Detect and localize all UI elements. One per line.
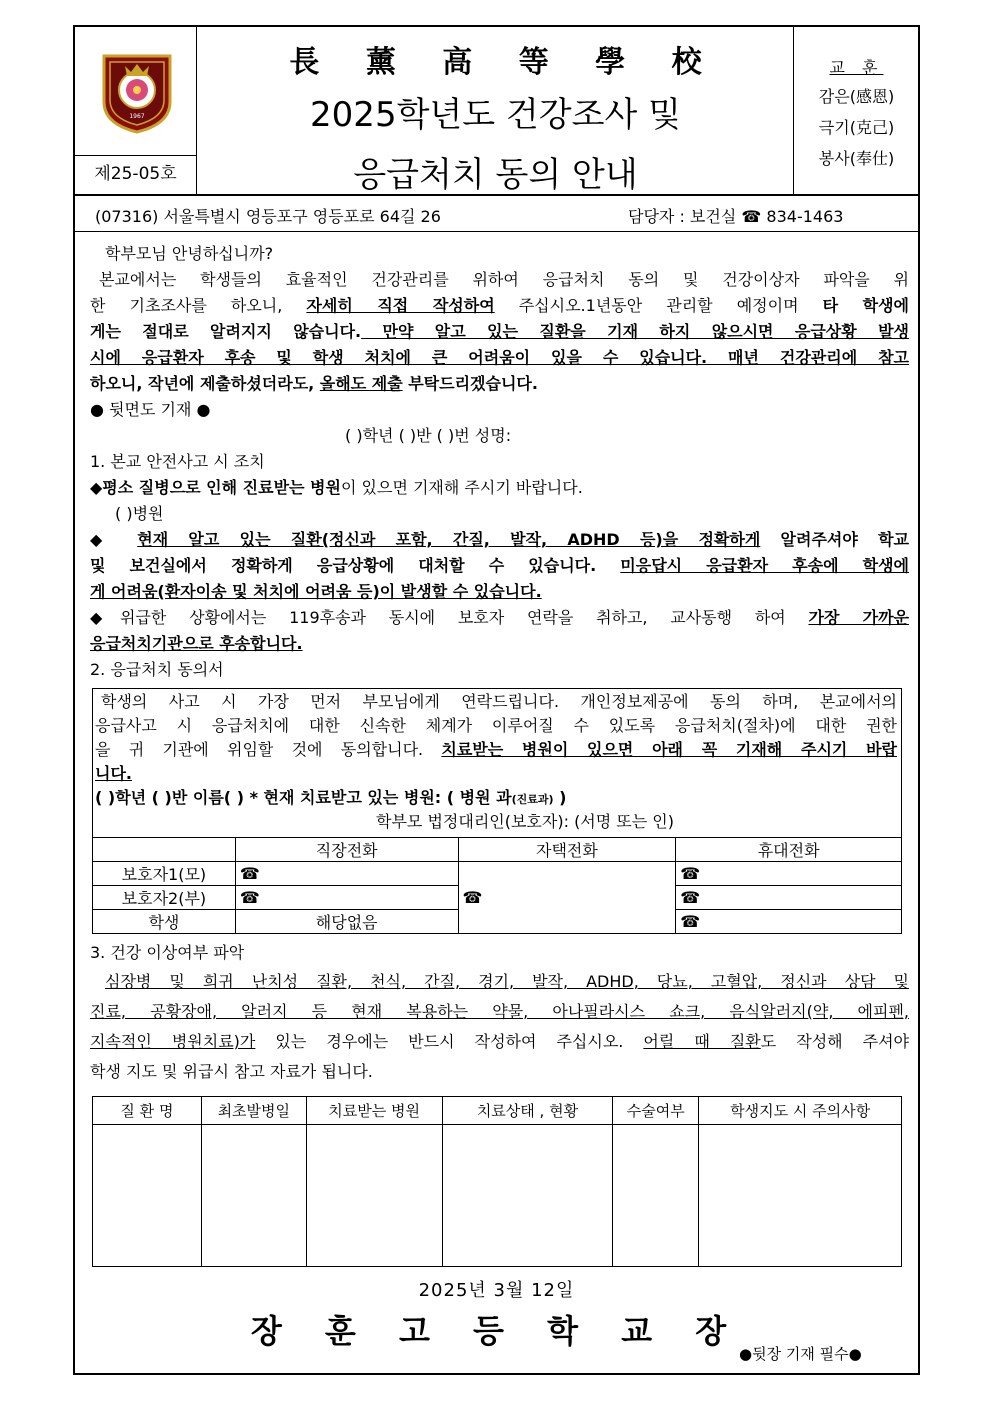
consent-text: 응급사고 시 응급처치에 대한 신속한 체계가 이루어질 수 있도록 응급처치(절차)에 대한 권한 [95, 716, 897, 735]
mobile-phone-field[interactable]: ☎ [676, 886, 902, 910]
hospital-field[interactable] [306, 1125, 442, 1267]
work-phone-field[interactable]: ☎ [235, 886, 458, 910]
header-title-cell [197, 27, 794, 194]
greeting: 학부모님 안녕하십니까? [105, 244, 274, 263]
back-side-note: ● 뒷면도 기재 ● [90, 400, 211, 419]
mobile-phone-field[interactable]: ☎ [676, 910, 902, 934]
hospital-field[interactable]: ( )병원 [115, 504, 164, 523]
work-phone-field: 해당없음 [235, 910, 458, 934]
section-3-text: 심장병 및 희귀 난치성 질환, 천식, 간질, 경기, 발작, ADHD, 당뇨, 고혈압, 정신과 상담 및 [105, 972, 909, 991]
document-number: 제25-05호 [75, 155, 196, 194]
row-label: 학생 [93, 910, 236, 934]
table-row [93, 1125, 902, 1267]
header-left-cell [75, 27, 197, 194]
title-line-1: 2025학년도 건강조사 및 [310, 95, 681, 135]
consent-text: 학생의 사고 시 가장 먼저 부모님에게 연락드립니다. 개인정보제공에 동의 하며, 본교에서의 [101, 692, 897, 711]
school-name: 長 薰 高 等 學 校 [289, 45, 720, 80]
section-1-text: ◆평소 질병으로 인해 진료받는 병원이 있으면 기재해 주시기 바랍니다. [90, 478, 583, 497]
intro-line: 하오니, 작년에 제출하셨더라도, 올해도 제출 부탁드리겠습니다. [90, 374, 538, 393]
address-row [75, 196, 918, 232]
intro-line: 게는 절대로 알려지지 않습니다. 만약 알고 있는 질환을 기재 하지 않으시면 응급상황 발생 [90, 322, 910, 341]
header-cell: 최초발병일 [201, 1097, 306, 1125]
document-header [75, 27, 918, 196]
school-motto [795, 27, 918, 194]
school-address: (07316) 서울특별시 영등포구 영등포로 64길 26 [95, 207, 441, 226]
header-home-phone: 자택전화 [458, 838, 676, 862]
emblem-year: 1967 [129, 113, 145, 120]
section-2-heading: 2. 응급처치 동의서 [90, 660, 224, 679]
consent-box [92, 688, 902, 838]
header-mobile-phone: 휴대전화 [676, 838, 902, 862]
consent-text: 을 귀 기관에 위임할 것에 동의합니다. 치료받는 병원이 있으면 아래 꼭 기재해 주시기 바랍 [95, 740, 897, 759]
title-line-2: 응급처치 동의 안내 [353, 155, 638, 195]
disease-name-field[interactable] [93, 1125, 202, 1267]
guidance-notes-field[interactable] [699, 1125, 902, 1267]
section-1-heading: 1. 본교 안전사고 시 조치 [90, 452, 265, 471]
section-1-text: 응급처치기관으로 후송합니다. [90, 634, 303, 653]
header-cell: 수술여부 [613, 1097, 699, 1125]
student-info-line[interactable]: ( )학년 ( )반 ( )번 성명: [345, 426, 512, 445]
header-cell: 치료상태 , 현황 [442, 1097, 613, 1125]
section-3-text: 지속적인 병원치료)가 있는 경우에는 반드시 작성하여 주십시오. 어릴 때 질환도 작성해 주셔야 [90, 1032, 910, 1051]
guardian-phone-table [92, 837, 902, 934]
document-date: 2025년 3월 12일 [418, 1280, 575, 1301]
section-1-text: 및 보건실에서 정확하게 응급상황에 대처할 수 있습니다. 미응답시 응급환자 후송에 학생에 [90, 556, 909, 575]
row-label: 보호자1(모) [93, 862, 236, 886]
table-header-row [93, 838, 902, 862]
onset-date-field[interactable] [201, 1125, 306, 1267]
section-1-text: ◆위급한 상황에서는 119후송과 동시에 보호자 연락을 취하고, 교사동행 하여 가장 가까운 [90, 608, 909, 627]
school-emblem-icon [100, 52, 174, 134]
table-row [93, 862, 902, 886]
header-cell: 질 환 명 [93, 1097, 202, 1125]
intro-line: 한 기초조사를 하오니, 자세히 직접 작성하여 주십시오.1년동안 관리할 예정이며 타 학생에 [90, 296, 909, 315]
work-phone-field[interactable]: ☎ [235, 862, 458, 886]
intro-line: 본교에서는 학생들의 효율적인 건강관리를 위하여 응급처치 동의 및 건강이상자 파악을 위 [99, 270, 909, 289]
principal-signature: 장 훈 고 등 학 교 장 [250, 1312, 743, 1350]
guardian-signature-line[interactable]: 학부모 법정대리인(보호자): (서명 또는 인) [376, 812, 674, 831]
motto-item: 극기(克己) [818, 118, 895, 137]
document-frame [73, 25, 920, 1375]
home-phone-field[interactable]: ☎ [458, 862, 676, 934]
mobile-phone-field[interactable]: ☎ [676, 862, 902, 886]
consent-text: 니다. [95, 764, 132, 783]
intro-line: 시에 응급환자 후송 및 학생 처치에 큰 어려움이 있을 수 있습니다. 매년 건강관리에 참고 [90, 348, 909, 367]
disease-table [92, 1096, 902, 1267]
section-1-text: 게 어려움(환자이송 및 처치에 어려움 등)이 발생할 수 있습니다. [90, 582, 542, 601]
header-cell: 치료받는 병원 [306, 1097, 442, 1125]
back-required-note: ●뒷장 기재 필수● [739, 1345, 862, 1363]
student-hospital-row[interactable]: ( )학년 ( )반 이름( ) * 현재 치료받고 있는 병원: ( 병원 과(진료과) ) [95, 788, 567, 807]
row-label: 보호자2(부) [93, 886, 236, 910]
contact-info: 담당자 : 보건실 ☎ 834-1463 [628, 207, 844, 226]
section-3-text: 학생 지도 및 위급시 참고 자료가 됩니다. [90, 1062, 373, 1081]
treatment-status-field[interactable] [442, 1125, 613, 1267]
motto-item: 봉사(奉仕) [818, 149, 895, 168]
section-1-text: ◆ 현재 알고 있는 질환(정신과 포함, 간질, 발작, ADHD 등)을 정확하게 알려주셔야 학교 [90, 530, 909, 549]
motto-item: 감은(感恩) [818, 87, 895, 106]
section-3-text: 진료, 공황장애, 알러지 등 현재 복용하는 약물, 아나필라시스 쇼크, 음식알러지(약, 에피펜, [90, 1002, 909, 1021]
header-work-phone: 직장전화 [235, 838, 458, 862]
table-header-row [93, 1097, 902, 1125]
header-cell: 학생지도 시 주의사항 [699, 1097, 902, 1125]
motto-heading: 교 훈 [829, 58, 884, 77]
surgery-field[interactable] [613, 1125, 699, 1267]
section-3-heading: 3. 건강 이상여부 파악 [90, 943, 245, 962]
